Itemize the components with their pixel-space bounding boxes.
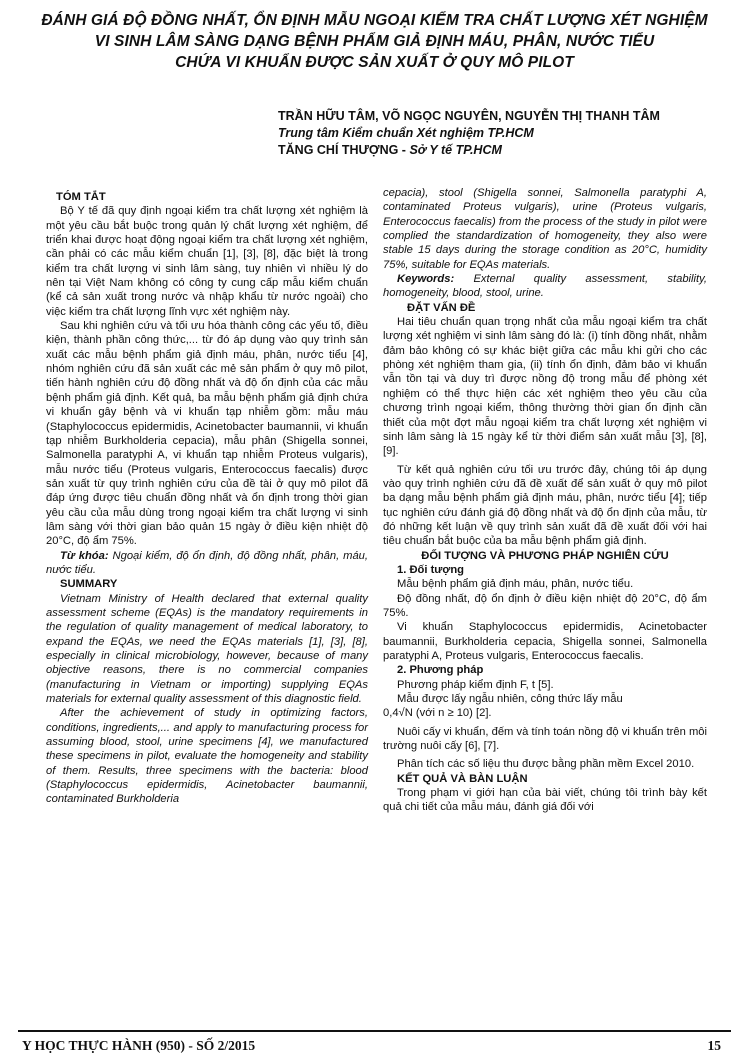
methods-subheading-1: 1. Đối tượng [397, 563, 465, 576]
author-block [278, 108, 660, 159]
intro-heading: ĐẶT VẤN ĐỀ [407, 301, 476, 314]
abstract-heading: TÓM TẮT [56, 191, 106, 203]
author-affiliation: Trung tâm Kiểm chuẩn Xét nghiệm TP.HCM [278, 126, 534, 140]
summary-paragraph-1: Vietnam Ministry of Health declared that external quality assessment scheme (EQAs) is the mandatory requirements in the regulation of quality management of medical laboratory, to expand the EQAs, we need the EQAs materials [1], [3], [8], especially in clinical microbiology, however, because of many objective reasons, there is no commercial companies (manufacturing in Vietnam or importing) supplying EQAs materials for external quality assessment of this diagnostic field. [46, 592, 368, 706]
keywords-en-text: External quality assessment, stability, homogeneity, blood, stool, urine. [383, 273, 707, 300]
summary-continuation: cepacia), stool (Shigella sonnei, Salmonella paratyphi A, contaminated Proteus vulgaris), urine (Proteus vulgaris, Enterococcus faecalis) from the process of the study in pilot were complied the standardization of homogeneity, they also were stable 15 days during the storage condition as 20°C, humidity 75%, suitable for EQAs materials. [383, 187, 707, 271]
journal-name: Y HỌC THỰC HÀNH (950) - SỐ 2/2015 [22, 1038, 256, 1053]
right-column [383, 186, 707, 815]
intro-paragraph-2: Từ kết quả nghiên cứu tối ưu trước đây, chúng tôi áp dụng vào quy trình nghiên cứu đã đề xuất để sản xuất ở quy mô pilot ba dạng mẫu bệnh phẩm giả định máu, phân, nước tiểu [4]; tiếp tục nghiên cứu đánh giá độ đồng nhất và độ ổn định của mẫu, từ đó những kết luận về quy trình sản xuất đã đề xuất đối với hai tiêu chuẩn bắt buộc của ba mẫu bệnh phẩm giả định. [383, 463, 707, 548]
methods-method-1: Phương pháp kiểm định F, t [5]. [397, 678, 554, 691]
title-line-2: VI SINH LÂM SÀNG DẠNG BỆNH PHẨM GIẢ ĐỊNH MÁU, PHÂN, NƯỚC TIỂU [94, 33, 655, 50]
methods-object-1: Mẫu bệnh phẩm giả định máu, phân, nước tiểu. [397, 578, 634, 591]
footer-rule [18, 1030, 731, 1032]
results-heading: KẾT QUẢ VÀ BÀN LUẬN [397, 772, 528, 785]
author-names: TRẦN HỮU TÂM, VÕ NGỌC NGUYÊN, NGUYỄN THỊ THANH TÂM [278, 109, 660, 123]
methods-method-2: Mẫu được lấy ngẫu nhiên, công thức lấy mẫu [397, 693, 623, 706]
left-column [46, 190, 368, 807]
title-line-3: CHỨA VI KHUẨN ĐƯỢC SẢN XUẤT Ở QUY MÔ PILOT [175, 54, 574, 71]
summary-keywords [383, 272, 707, 301]
methods-formula: 0,4√N (với n ≥ 10) [2]. [383, 707, 492, 720]
methods-method-4: Phân tích các số liệu thu được bằng phần mềm Excel 2010. [397, 758, 695, 771]
methods-heading: ĐỐI TƯỢNG VÀ PHƯƠNG PHÁP NGHIÊN CỨU [421, 549, 669, 562]
methods-object-2: Độ đồng nhất, độ ổn định ở điều kiện nhiệt độ 20°C, độ ẩm 75%. [383, 592, 707, 619]
abstract-paragraph-2: Sau khi nghiên cứu và tối ưu hóa thành công các yếu tố, điều kiện, thành phần công thức,... từ đó áp dụng vào quy trình sản xuất các mẫu bệnh phẩm giả định máu, phân, nước tiểu [4], nhóm nghiên cứu đã sản xuất các mẻ sản phẩm ở quy mô pilot, tiến hành nghiên cứu độ đồng nhất và độ ổn định của các mẫu bệnh phẩm giả định. Kết quả, ba mẫu bệnh phẩm giả định chứa vi khuẩn gây bệnh và vi khuẩn tạp nhiễm gồm: mẫu máu (Staphylococcus epidermidis, Acinetobacter baumannii, vi khuẩn tạp nhiễm Burkholderia cepacia), mẫu phân (Shigella sonnei, Salmonella paratyphi A, vi khuẩn tạp nhiễm Proteus vulgaris), mẫu nước tiểu (Proteus vulgaris, Enterococcus faecalis) được sản xuất từ quy trình nghiên cứu của đề tài ở quy mô pilot đã đáp ứng được tiêu chuẩn đồng nhất và ổn định trong thời gian yêu cầu của mẫu dùng trong ngoại kiểm tra chất lượng vi sinh lâm sàng với thời gian bảo quản 15 ngày ở điều kiện nhiệt độ 20°C, độ ẩm 75%. [46, 320, 368, 548]
author-2-name: TĂNG CHÍ THƯỢNG - [278, 143, 410, 157]
abstract-keywords [46, 549, 368, 578]
intro-paragraph-1: Hai tiêu chuẩn quan trọng nhất của mẫu ngoại kiểm tra chất lượng xét nghiệm vi sinh lâm sàng đó là: (i) tính đồng nhất, nhằm đảm bảo không có sự khác biệt giữa các mẫu khi gửi cho các phòng xét nghiệm tham gia, (ii) tính ổn định, đảm bảo vi khuẩn vẫn tồn tại và duy trì được nồng độ trong mẫu để phòng xét nghiệm có thể thực hiện các xét nghiệm theo yêu cầu của chương trình ngoại kiểm, thông thường thời gian ổn định cần thiết của một đợt mẫu ngoại kiểm tra chất lượng xét nghiệm vi sinh lâm sàng là 15 ngày kể từ thời điểm sản xuất mẫu [3], [8], [9]. [383, 316, 707, 458]
keywords-text: Ngoại kiểm, độ ổn định, độ đồng nhất, phân, máu, nước tiểu. [46, 549, 369, 576]
results-paragraph-1: Trong phạm vi giới hạn của bài viết, chúng tôi trình bày kết quả chi tiết của mẫu máu, đánh giá đối với [383, 787, 707, 814]
summary-paragraph-2: After the achievement of study in optimizing factors, conditions, ingredients,... and apply to manufacturing process for assuming blood, stool, urine specimens [4], we manufactured these specimens in pilot, evaluate the homogeneity and stability of them. Results, three specimens with the bacteria: blood (Staphylococcus epidermidis, Acinetobacter baumannii, contaminated Burkholderia [46, 707, 368, 806]
page-number: 15 [707, 1038, 721, 1053]
methods-method-3: Nuôi cấy vi khuẩn, đếm và tính toán nồng độ vi khuẩn trên môi trường nuôi cấy [6], [7]. [383, 725, 707, 753]
author-2-affiliation: Sở Y tế TP.HCM [409, 143, 502, 157]
methods-subheading-2: 2. Phương pháp [397, 664, 484, 677]
page-footer [0, 1030, 749, 1063]
keywords-en-label: Keywords: [397, 273, 455, 286]
title-line-1: ĐÁNH GIÁ ĐỘ ĐỒNG NHẤT, ỔN ĐỊNH MẪU NGOẠI KIỂM TRA CHẤT LƯỢNG XÉT NGHIỆM [41, 12, 708, 29]
summary-heading: SUMMARY [60, 578, 118, 591]
author-2 [278, 142, 660, 159]
methods-object-3: Vi khuẩn Staphylococcus epidermidis, Acinetobacter baumannii, Burkholderia cepacia, Shigella sonnei, Salmonella paratyphi A, Proteus vulgaris, Enterococcus faecalis. [383, 621, 707, 662]
abstract-paragraph-1: Bộ Y tế đã quy định ngoại kiểm tra chất lượng xét nghiệm là một yêu cầu bắt buộc trong quản lý chất lượng xét nghiệm, để triển khai được hoạt động ngoại kiểm tra chất lượng xét nghiệm, cần phải có các mẫu kiểm chuẩn [1], [3], [8], đặc biệt là trong kiểm tra chất lượng vi sinh lâm sàng, tuy nhiên vì nhiều lý do nên tại Việt Nam không có công ty cung cấp mẫu kiểm chuẩn (kể cả sản xuất trong nước và nhập khẩu từ nước ngoài) cho việc kiểm tra chất lượng lĩnh vực xét nghiệm này. [46, 205, 368, 318]
article-title [0, 10, 749, 73]
keywords-label: Từ khóa: [60, 549, 109, 562]
